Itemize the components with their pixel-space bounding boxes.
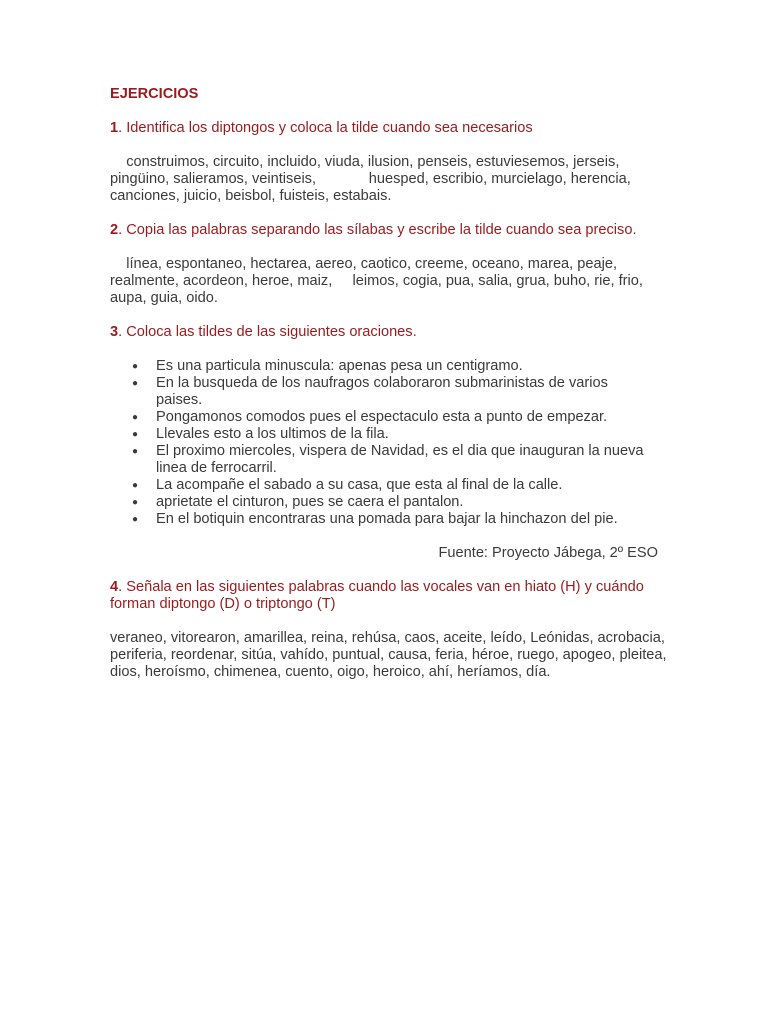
exercise-1-heading <box>110 120 670 137</box>
list-item <box>110 426 670 443</box>
bullet-icon: ● <box>132 412 139 423</box>
document-title: EJERCICIOS <box>110 86 199 102</box>
exercise-3-instruction: . Coloca las tildes de las siguientes oraciones. <box>118 324 417 340</box>
exercise-1-instruction: . Identifica los diptongos y coloca la tilde cuando sea necesarios <box>118 120 533 136</box>
bullet-icon: ● <box>132 446 139 457</box>
exercise-2-instruction: . Copia las palabras separando las sílabas y escribe la tilde cuando sea preciso. <box>118 222 637 238</box>
sentence-text: El proximo miercoles, vispera de Navidad, es el dia que inauguran la nueva linea de ferrocarril. <box>156 443 644 476</box>
sentence-text: Llevales esto a los ultimos de la fila. <box>156 426 389 442</box>
exercise-4-instruction: . Señala en las siguientes palabras cuando las vocales van en hiato (H) y cuándo forman diptongo (D) o triptongo (T) <box>110 579 644 612</box>
source-citation: Fuente: Proyecto Jábega, 2º ESO <box>438 545 658 561</box>
exercise-4-heading <box>110 579 670 613</box>
list-item <box>110 477 670 494</box>
exercise-3-sentence-list <box>110 358 670 528</box>
exercise-2-words: línea, espontaneo, hectarea, aereo, caotico, creeme, oceano, marea, peaje, realmente, acordeon, heroe, maiz, leimos, cogia, pua, salia, grua, buho, rie, frio, aupa, guia, oido. <box>110 256 648 306</box>
sentence-text: Pongamonos comodos pues el espectaculo esta a punto de empezar. <box>156 409 608 425</box>
bullet-icon: ● <box>132 480 139 491</box>
exercise-2-heading <box>110 222 670 239</box>
list-item <box>110 375 670 409</box>
sentence-text: En la busqueda de los naufragos colaboraron submarinistas de varios paises. <box>156 375 608 408</box>
list-item <box>110 409 670 426</box>
exercise-3-number: 3 <box>110 324 119 340</box>
list-item <box>110 358 670 375</box>
sentence-text: aprietate el cinturon, pues se caera el pantalon. <box>156 494 464 510</box>
exercise-1-number: 1 <box>110 120 119 136</box>
document-page <box>110 86 670 698</box>
sentence-text: Es una particula minuscula: apenas pesa un centigramo. <box>156 358 523 374</box>
bullet-icon: ● <box>132 514 139 525</box>
exercise-2-number: 2 <box>110 222 119 238</box>
exercise-4-words: veraneo, vitorearon, amarillea, reina, rehúsa, caos, aceite, leído, Leónidas, acrobacia, periferia, reordenar, sitúa, vahído, puntual, causa, feria, héroe, ruego, apogeo, pleitea, dios, heroísmo, chimenea, cuento, oigo, heroico, ahí, heríamos, día. <box>110 630 671 680</box>
exercise-3-heading <box>110 324 670 341</box>
list-item <box>110 511 670 528</box>
bullet-icon: ● <box>132 497 139 508</box>
exercise-1-words: construimos, circuito, incluido, viuda, ilusion, penseis, estuviesemos, jerseis, pingüino, salieramos, veintiseis, huesped, escribio, murcielago, herencia, canciones, juicio, beisbol, fuisteis, estabais. <box>110 154 635 204</box>
sentence-text: En el botiquin encontraras una pomada para bajar la hinchazon del pie. <box>156 511 618 527</box>
bullet-icon: ● <box>132 378 139 389</box>
bullet-icon: ● <box>132 361 139 372</box>
list-item <box>110 494 670 511</box>
sentence-text: La acompañe el sabado a su casa, que esta al final de la calle. <box>156 477 563 493</box>
bullet-icon: ● <box>132 429 139 440</box>
list-item <box>110 443 670 477</box>
exercise-4-number: 4 <box>110 579 119 595</box>
